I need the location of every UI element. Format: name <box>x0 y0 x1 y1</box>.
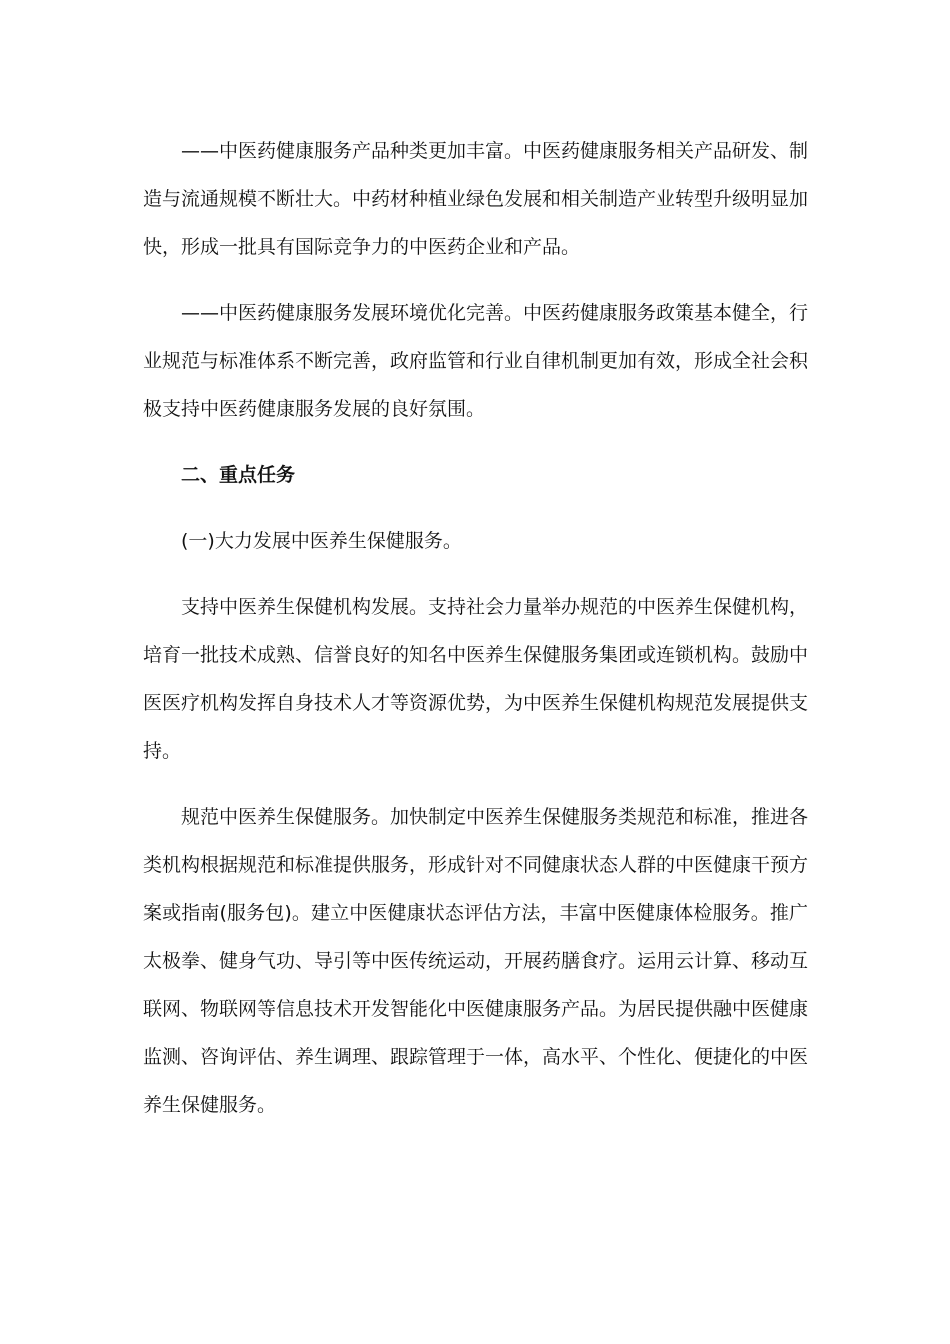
paragraph-institutions: 支持中医养生保健机构发展。支持社会力量举办规范的中医养生保健机构，培育一批技术成熟、信誉良好的知名中医养生保健服务集团或连锁机构。鼓励中医医疗机构发挥自身技术人才等资源优势，为中医养生保健机构规范发展提供支持。 <box>143 596 809 762</box>
section-heading: 二、重点任务 <box>181 464 296 486</box>
document-body <box>143 127 808 1147</box>
subsection-heading: (一)大力发展中医养生保健服务。 <box>181 530 462 552</box>
paragraph-products: ——中医药健康服务产品种类更加丰富。中医药健康服务相关产品研发、制造与流通规模不断壮大。中药材种植业绿色发展和相关制造产业转型升级明显加快，形成一批具有国际竞争力的中医药企业和产品。 <box>143 140 809 258</box>
paragraph-environment: ——中医药健康服务发展环境优化完善。中医药健康服务政策基本健全，行业规范与标准体系不断完善，政府监管和行业自律机制更加有效，形成全社会积极支持中医药健康服务发展的良好氛围。 <box>143 302 809 420</box>
paragraph-services: 规范中医养生保健服务。加快制定中医养生保健服务类规范和标准，推进各类机构根据规范和标准提供服务，形成针对不同健康状态人群的中医健康干预方案或指南(服务包)。建立中医健康状态评估方法，丰富中医健康体检服务。推广太极拳、健身气功、导引等中医传统运动，开展药膳食疗。运用云计算、移动互联网、物联网等信息技术开发智能化中医健康服务产品。为居民提供融中医健康监测、咨询评估、养生调理、跟踪管理于一体，高水平、个性化、便捷化的中医养生保健服务。 <box>143 806 809 1116</box>
